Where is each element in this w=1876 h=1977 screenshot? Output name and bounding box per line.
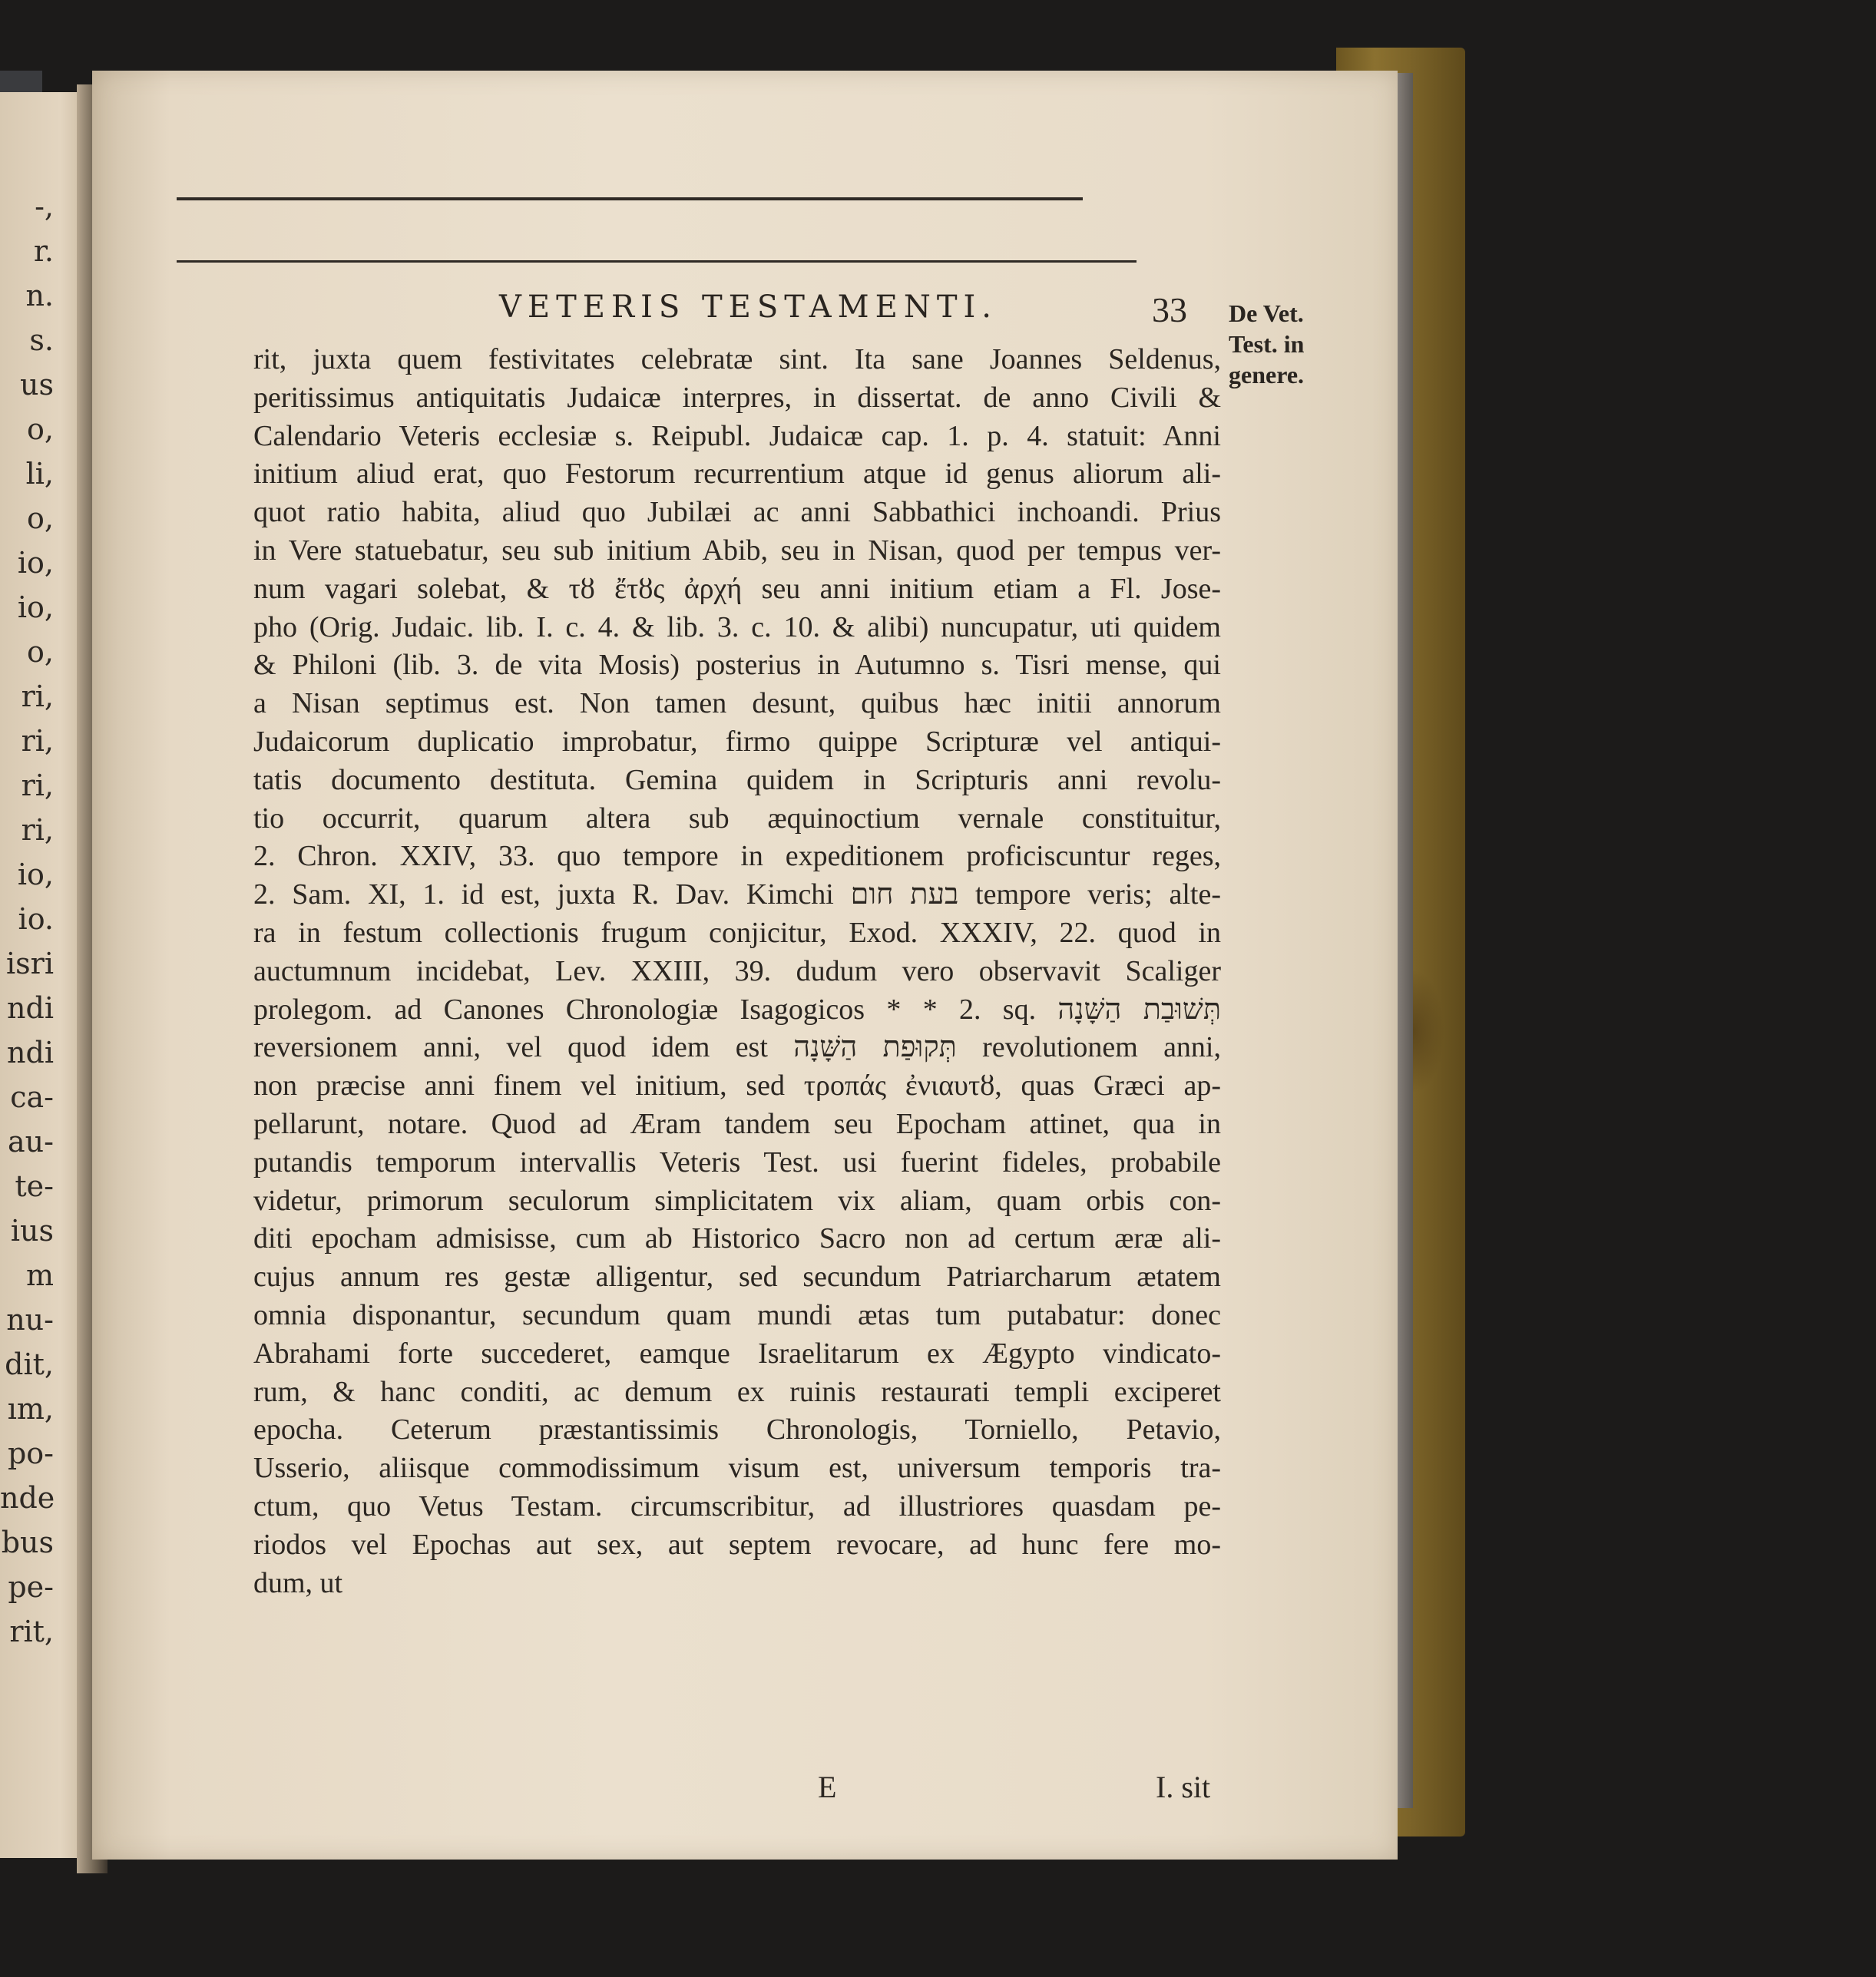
header-rule-top (177, 197, 1083, 200)
left-page-fragment: io. (18, 902, 54, 936)
left-page-fragment: n. (25, 279, 54, 312)
text-line: a Nisan septimus est. Non tamen desunt, quibus hæc initii annorum (253, 687, 1221, 720)
left-page-fragment: ndi (7, 1036, 54, 1069)
left-page-fragment: ri, (21, 679, 54, 713)
left-page-fragment: ri, (21, 769, 54, 802)
text-line: videtur, primorum seculorum simplicitatem vix aliam, quam orbis con- (253, 1184, 1221, 1217)
text-line: diti epocham admisisse, cum ab Historico Sacro non ad certum æræ ali- (253, 1222, 1221, 1255)
text-line: Usserio, aliisque commodissimum visum est, universum temporis tra- (253, 1452, 1221, 1485)
left-page-fragment: ndi (7, 991, 54, 1025)
left-page-fragment: isri (6, 947, 54, 980)
text-line: peritissimus antiquitatis Judaicæ interpres, in dissertat. de anno Civili & (253, 381, 1221, 414)
text-line: Judaicorum duplicatio improbatur, firmo quippe Scripturæ vel antiqui- (253, 725, 1221, 758)
left-page-fragment: dit, (5, 1347, 54, 1381)
signature-mark: E (818, 1770, 837, 1804)
left-page-fragment: li, (25, 457, 54, 491)
left-page-fragment: pe- (8, 1570, 54, 1604)
text-line: epocha. Ceterum præstantissimis Chronologis, Torniello, Petavio, (253, 1413, 1221, 1446)
text-line: rit, juxta quem festivitates celebratæ sint. Ita sane Joannes Seldenus, (253, 343, 1221, 375)
text-line: dum, ut (253, 1566, 343, 1599)
left-page-fragment: ri, (21, 724, 54, 758)
body-text (253, 341, 1221, 1602)
left-page-fragment: po- (7, 1436, 54, 1470)
left-page-fragment: io, (17, 546, 54, 580)
text-line: initium aliud erat, quo Festorum recurrentium atque id genus aliorum ali- (253, 458, 1221, 491)
left-page-fragment: ım, (7, 1392, 54, 1426)
left-page-fragment: ius (10, 1214, 54, 1248)
left-page-fragment: ri, (21, 813, 54, 847)
left-page-fragment: au- (8, 1125, 54, 1159)
text-line: putandis temporum intervallis Veteris Test. usi fuerint fideles, probabile (253, 1146, 1221, 1179)
text-line: Calendario Veteris ecclesiæ s. Reipubl. Judaicæ cap. 1. p. 4. statuit: Anni (253, 419, 1221, 452)
text-line: tio occurrit, quarum altera sub æquinoctium vernale constituitur, (253, 802, 1221, 835)
left-page-fragment: io, (17, 590, 54, 624)
text-line: pellarunt, notare. Quod ad Æram tandem seu Epocham attinet, qua in (253, 1107, 1221, 1140)
text-line: in Vere statuebatur, seu sub initium Abib, seu in Nisan, quod per tempus ver- (253, 534, 1221, 567)
header-rule-bottom (177, 260, 1137, 263)
left-page-fragment: te- (15, 1169, 54, 1203)
text-line: reversionem anni, vel quod idem est תְּקוּפַת הַשָּׁנָה revolutionem anni, (253, 1031, 1221, 1064)
left-page-fragment: nde (0, 1481, 55, 1515)
left-page-fragment: nu- (6, 1303, 54, 1337)
margin-note: De Vet. Test. in genere. (1229, 299, 1305, 388)
text-line: rum, & hanc conditi, ac demum ex ruinis restaurati templi exciperet (253, 1375, 1221, 1408)
left-page-fragment: -, (35, 190, 54, 223)
text-line: num vagari solebat, & τȣ ἔτȣς ἀρχή seu anni initium etiam a Fl. Jose- (253, 572, 1221, 605)
left-page-fragment: m (25, 1258, 54, 1292)
left-page-fragment: bus (1, 1526, 54, 1559)
text-line: quot ratio habita, aliud quo Jubilæi ac anni Sabbathici inchoandi. Prius (253, 496, 1221, 529)
catchword: I. sit (1156, 1770, 1211, 1804)
left-page-fragment: r. (33, 234, 54, 268)
text-line: pho (Orig. Judaic. lib. I. c. 4. & lib. 3. c. 10. & alibi) nuncupatur, uti quidem (253, 610, 1221, 643)
text-line: auctumnum incidebat, Lev. XXIII, 39. dudum vero observavit Scaliger (253, 954, 1221, 987)
text-line: prolegom. ad Canones Chronologiæ Isagogicos * * 2. sq. תְּשׁוּבַת הַשָּׁנָה (253, 993, 1221, 1026)
left-page-fragment: o, (27, 635, 54, 669)
left-page-fragment: rit, (9, 1615, 54, 1648)
left-page-fragment: io, (17, 858, 54, 891)
page-number: 33 (1152, 290, 1187, 329)
running-head-title: VETERIS TESTAMENTI. (499, 289, 998, 325)
text-line: omnia disponantur, secundum quam mundi ætas tum putabatur: donec (253, 1298, 1221, 1331)
text-line: tatis documento destituta. Gemina quidem in Scripturis anni revolu- (253, 763, 1221, 796)
left-page-top-edge (0, 71, 42, 92)
text-line: cujus annum res gestæ alligentur, sed secundum Patriarcharum ætatem (253, 1261, 1221, 1294)
left-page-fragment: us (20, 368, 54, 402)
right-page (92, 71, 1398, 1860)
text-line: 2. Sam. XI, 1. id est, juxta R. Dav. Kimchi בעת חום tempore veris; alte- (253, 878, 1221, 911)
left-page-fragment: o, (27, 412, 54, 446)
left-page-fragment: o, (27, 501, 54, 535)
text-line: ctum, quo Vetus Testam. circumscribitur, ad illustriores quasdam pe- (253, 1489, 1221, 1522)
text-line: riodos vel Epochas aut sex, aut septem revocare, ad hunc fere mo- (253, 1528, 1221, 1561)
left-page-edge (0, 92, 86, 1858)
text-line: Abrahami forte succederet, eamque Israelitarum ex Ægypto vindicato- (253, 1337, 1221, 1370)
text-line: ra in festum collectionis frugum conjicitur, Exod. XXXIV, 22. quod in (253, 916, 1221, 949)
left-page-fragment: s. (29, 323, 54, 357)
left-page-fragment: ca- (10, 1080, 54, 1114)
text-line: non præcise anni finem vel initium, sed τροπάς ἐνιαυτȣ, quas Græci ap- (253, 1069, 1221, 1103)
text-line: & Philoni (lib. 3. de vita Mosis) posterius in Autumno s. Tisri mense, qui (253, 649, 1221, 682)
text-line: 2. Chron. XXIV, 33. quo tempore in expeditionem proficiscuntur reges, (253, 840, 1221, 873)
